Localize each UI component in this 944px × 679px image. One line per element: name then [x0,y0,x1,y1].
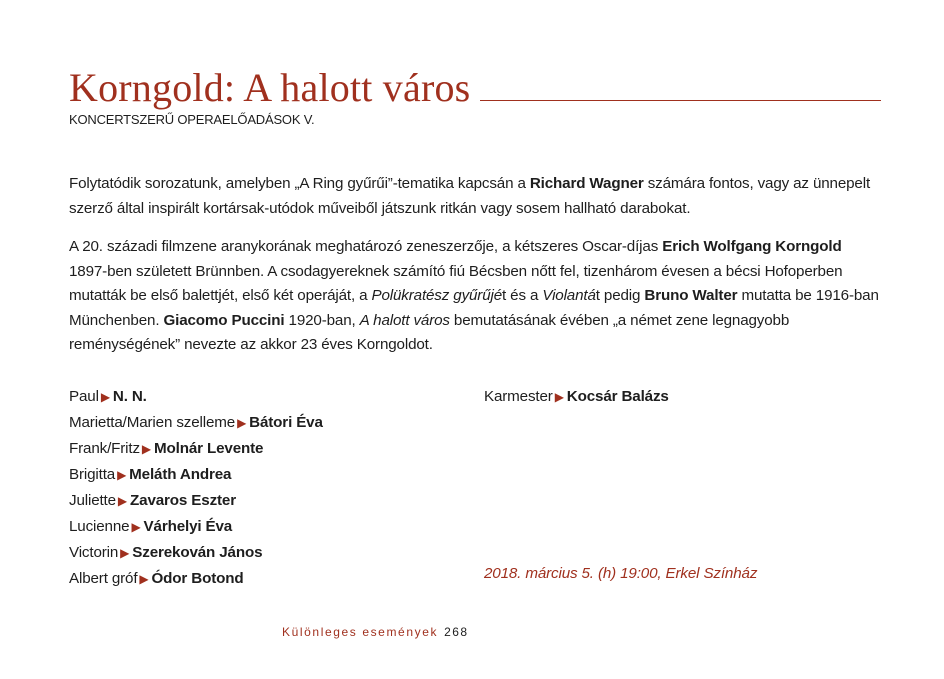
italic-title: Violantá [542,287,596,304]
italic-title: A halott város [359,311,450,329]
title-row [69,64,881,112]
text-span: A 20. századi filmzene aranykorának meghatározó zeneszerzője, a kétszeres Oscar-díjas [69,238,663,255]
footer [282,625,469,639]
cast-list [69,384,323,592]
cast-name: Meláth Andrea [129,466,232,483]
text-span: bemutatásának évében „a német zene legnagyobb reménységének” nevezte az akkor 23 éves Korngoldot. [69,311,790,353]
bold-name: Bruno Walter [644,287,738,304]
bold-name: Richard Wagner [529,175,644,192]
triangle-right-icon: ▶ [139,572,149,586]
cast-role: Lucienne [69,518,130,535]
triangle-right-icon: ▶ [120,546,130,560]
cast-item [69,514,323,540]
cast-item [69,436,323,462]
italic-title: Polükratész gyűrűjé [371,287,503,304]
cast-item [69,488,323,514]
cast-name: Szerekován János [132,544,263,561]
triangle-right-icon: ▶ [131,520,141,534]
text-span: t és a [502,287,543,304]
bio-paragraph [69,235,879,358]
cast-role: Frank/Fritz [69,440,140,457]
title-rule [480,100,881,101]
triangle-right-icon: ▶ [554,390,564,404]
bold-name: Giacomo Puccini [163,311,285,329]
text-span: számára fontos, vagy az ünnepelt szerző által inspirált kortársak-utódok műveiből játszunk ritkán vagy sosem hallható darabokat. [69,175,871,217]
cast-name: Zavaros Eszter [130,492,236,509]
triangle-right-icon: ▶ [237,416,247,430]
cast-role: Juliette [69,492,116,509]
cast-role: Albert gróf [69,570,138,587]
intro-paragraph [69,172,879,221]
page-title: Korngold: A halott város [69,65,471,110]
triangle-right-icon: ▶ [117,468,127,482]
text-span: Folytatódik sorozatunk, amelyben „A Ring gyűrűi”-tematika kapcsán a [69,175,530,192]
footer-section-label: Különleges események [282,625,439,639]
cast-role: Paul [69,388,99,405]
conductor-role: Karmester [484,388,553,405]
text-span: 1920-ban, [284,311,360,329]
cast-item [69,384,323,410]
cast-item [69,566,323,592]
cast-name: Bátori Éva [249,414,323,431]
cast-item [69,540,323,566]
triangle-right-icon: ▶ [141,442,152,456]
triangle-right-icon: ▶ [117,494,128,508]
triangle-right-icon: ▶ [100,390,110,404]
cast-name: Ódor Botond [151,570,244,587]
cast-role: Victorin [69,544,119,561]
subtitle: KONCERTSZERŰ OPERAELŐADÁSOK V. [69,112,315,127]
bold-name: Erich Wolfgang Korngold [662,238,842,255]
cast-item [69,410,323,436]
conductor-line [484,384,669,410]
text-span: 1897-ben született Brünnben. A csodagyereknek számító fiú Bécsben nőtt fel, tizenhárom évesen a bécsi Hofoperben mutatták be első balettjét, első két operáját, a [69,262,843,304]
conductor-name: Kocsár Balázs [566,388,669,405]
cast-role: Marietta/Marien szelleme [69,414,236,431]
cast-name: Molnár Levente [154,440,264,457]
text-span: t pedig [595,287,645,304]
cast-name: N. N. [112,388,147,405]
text-span: mutatta be 1916-ban Münchenben. [69,287,879,329]
event-date: 2018. március 5. (h) 19:00, Erkel Színház [484,565,758,582]
cast-name: Várhelyi Éva [143,518,233,535]
cast-role: Brigitta [69,466,116,483]
page-number: 268 [444,625,469,639]
cast-item [69,462,323,488]
